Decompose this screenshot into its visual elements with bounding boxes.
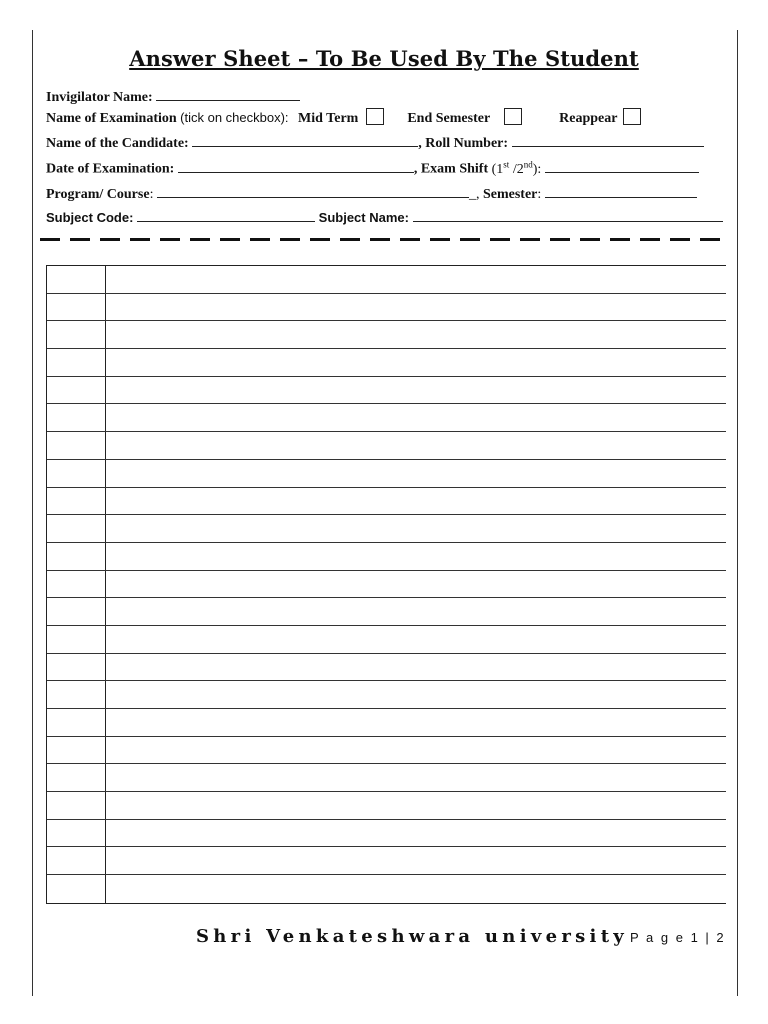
table-row [47,349,726,377]
candidate-label: Name of the Candidate: [46,136,189,151]
table-row [47,377,726,405]
table-row [47,266,726,294]
answer-cell[interactable] [106,598,726,625]
table-row [47,737,726,765]
roll-number-label: , Roll Number: [418,136,509,151]
invigilator-label: Invigilator Name: [46,90,153,105]
reappear-checkbox[interactable] [623,108,641,125]
question-number-cell[interactable] [47,460,106,487]
exam-shift-hint: (1st /2nd): [491,159,542,177]
answer-cell[interactable] [106,792,726,819]
answer-cell[interactable] [106,460,726,487]
table-row [47,626,726,654]
exam-type-row [46,108,641,127]
answer-cell[interactable] [106,294,726,321]
mid-term-label: Mid Term [298,111,359,126]
table-row [47,543,726,571]
question-number-cell[interactable] [47,404,106,431]
answer-cell[interactable] [106,543,726,570]
program-course-field[interactable] [157,185,469,198]
candidate-name-field[interactable] [192,134,418,147]
answer-cell[interactable] [106,432,726,459]
answer-cell[interactable] [106,820,726,847]
answer-cell[interactable] [106,875,726,903]
table-row [47,654,726,682]
answer-cell[interactable] [106,737,726,764]
table-row [47,488,726,516]
invigilator-row [46,88,300,106]
question-number-cell[interactable] [47,654,106,681]
question-number-cell[interactable] [47,709,106,736]
answer-cell[interactable] [106,571,726,598]
answer-cell[interactable] [106,709,726,736]
subject-row [46,209,723,225]
question-number-cell[interactable] [47,737,106,764]
table-row [47,764,726,792]
table-row [47,598,726,626]
page-title: Answer Sheet – To Be Used By The Student [129,46,639,71]
table-row [47,432,726,460]
end-semester-checkbox[interactable] [504,108,522,125]
question-number-cell[interactable] [47,681,106,708]
exam-label: Name of Examination [46,111,177,126]
question-number-cell[interactable] [47,432,106,459]
answer-cell[interactable] [106,764,726,791]
subject-code-field[interactable] [137,209,315,222]
answer-table [46,265,726,904]
page-border-left [32,30,33,996]
table-row [47,571,726,599]
semester-field[interactable] [545,185,697,198]
semester-prefix: _, [468,187,483,202]
question-number-cell[interactable] [47,764,106,791]
table-row [47,460,726,488]
question-number-cell[interactable] [47,294,106,321]
exam-shift-label: , Exam Shift [413,161,489,177]
table-row [47,847,726,875]
program-colon: : [149,187,154,202]
table-row [47,404,726,432]
answer-cell[interactable] [106,404,726,431]
table-row [47,294,726,322]
answer-cell[interactable] [106,321,726,348]
table-row [47,820,726,848]
semester-colon: : [537,187,542,202]
program-row [46,185,697,203]
answer-cell[interactable] [106,377,726,404]
question-number-cell[interactable] [47,626,106,653]
program-label: Program/ Course [46,187,150,202]
answer-cell[interactable] [106,847,726,874]
roll-number-field[interactable] [512,134,704,147]
exam-hint: (tick on checkbox): [180,110,289,125]
answer-cell[interactable] [106,515,726,542]
subject-code-label: Subject Code: [46,210,134,225]
page-border-right [737,30,738,996]
reappear-label: Reappear [559,111,618,126]
answer-cell[interactable] [106,654,726,681]
answer-cell[interactable] [106,349,726,376]
question-number-cell[interactable] [47,598,106,625]
end-semester-label: End Semester [407,111,491,126]
question-number-cell[interactable] [47,488,106,515]
question-number-cell[interactable] [47,266,106,293]
candidate-row [46,134,704,152]
table-row [47,321,726,349]
answer-cell[interactable] [106,626,726,653]
answer-cell[interactable] [106,488,726,515]
question-number-cell[interactable] [47,349,106,376]
mid-term-checkbox[interactable] [366,108,384,125]
invigilator-name-field[interactable] [156,88,300,101]
exam-date-field[interactable] [178,160,414,173]
question-number-cell[interactable] [47,820,106,847]
question-number-cell[interactable] [47,377,106,404]
date-label: Date of Examination: [46,161,175,177]
table-row [47,709,726,737]
subject-name-field[interactable] [413,209,723,222]
footer-university: Shri Venkateshwara university [196,926,629,947]
question-number-cell[interactable] [47,875,106,903]
question-number-cell[interactable] [47,571,106,598]
semester-label: Semester [482,187,538,202]
table-row [47,875,726,903]
table-row [47,515,726,543]
date-row [46,159,699,178]
question-number-cell[interactable] [47,321,106,348]
answer-cell[interactable] [106,681,726,708]
question-number-cell[interactable] [47,515,106,542]
dashed-separator [40,238,724,241]
footer-page-number: P a g e 1 | 2 [630,930,726,945]
exam-shift-field[interactable] [545,160,699,173]
question-number-cell[interactable] [47,543,106,570]
subject-name-label: Subject Name: [318,210,409,225]
table-row [47,792,726,820]
table-row [47,681,726,709]
question-number-cell[interactable] [47,792,106,819]
question-number-cell[interactable] [47,847,106,874]
answer-cell[interactable] [106,266,726,293]
